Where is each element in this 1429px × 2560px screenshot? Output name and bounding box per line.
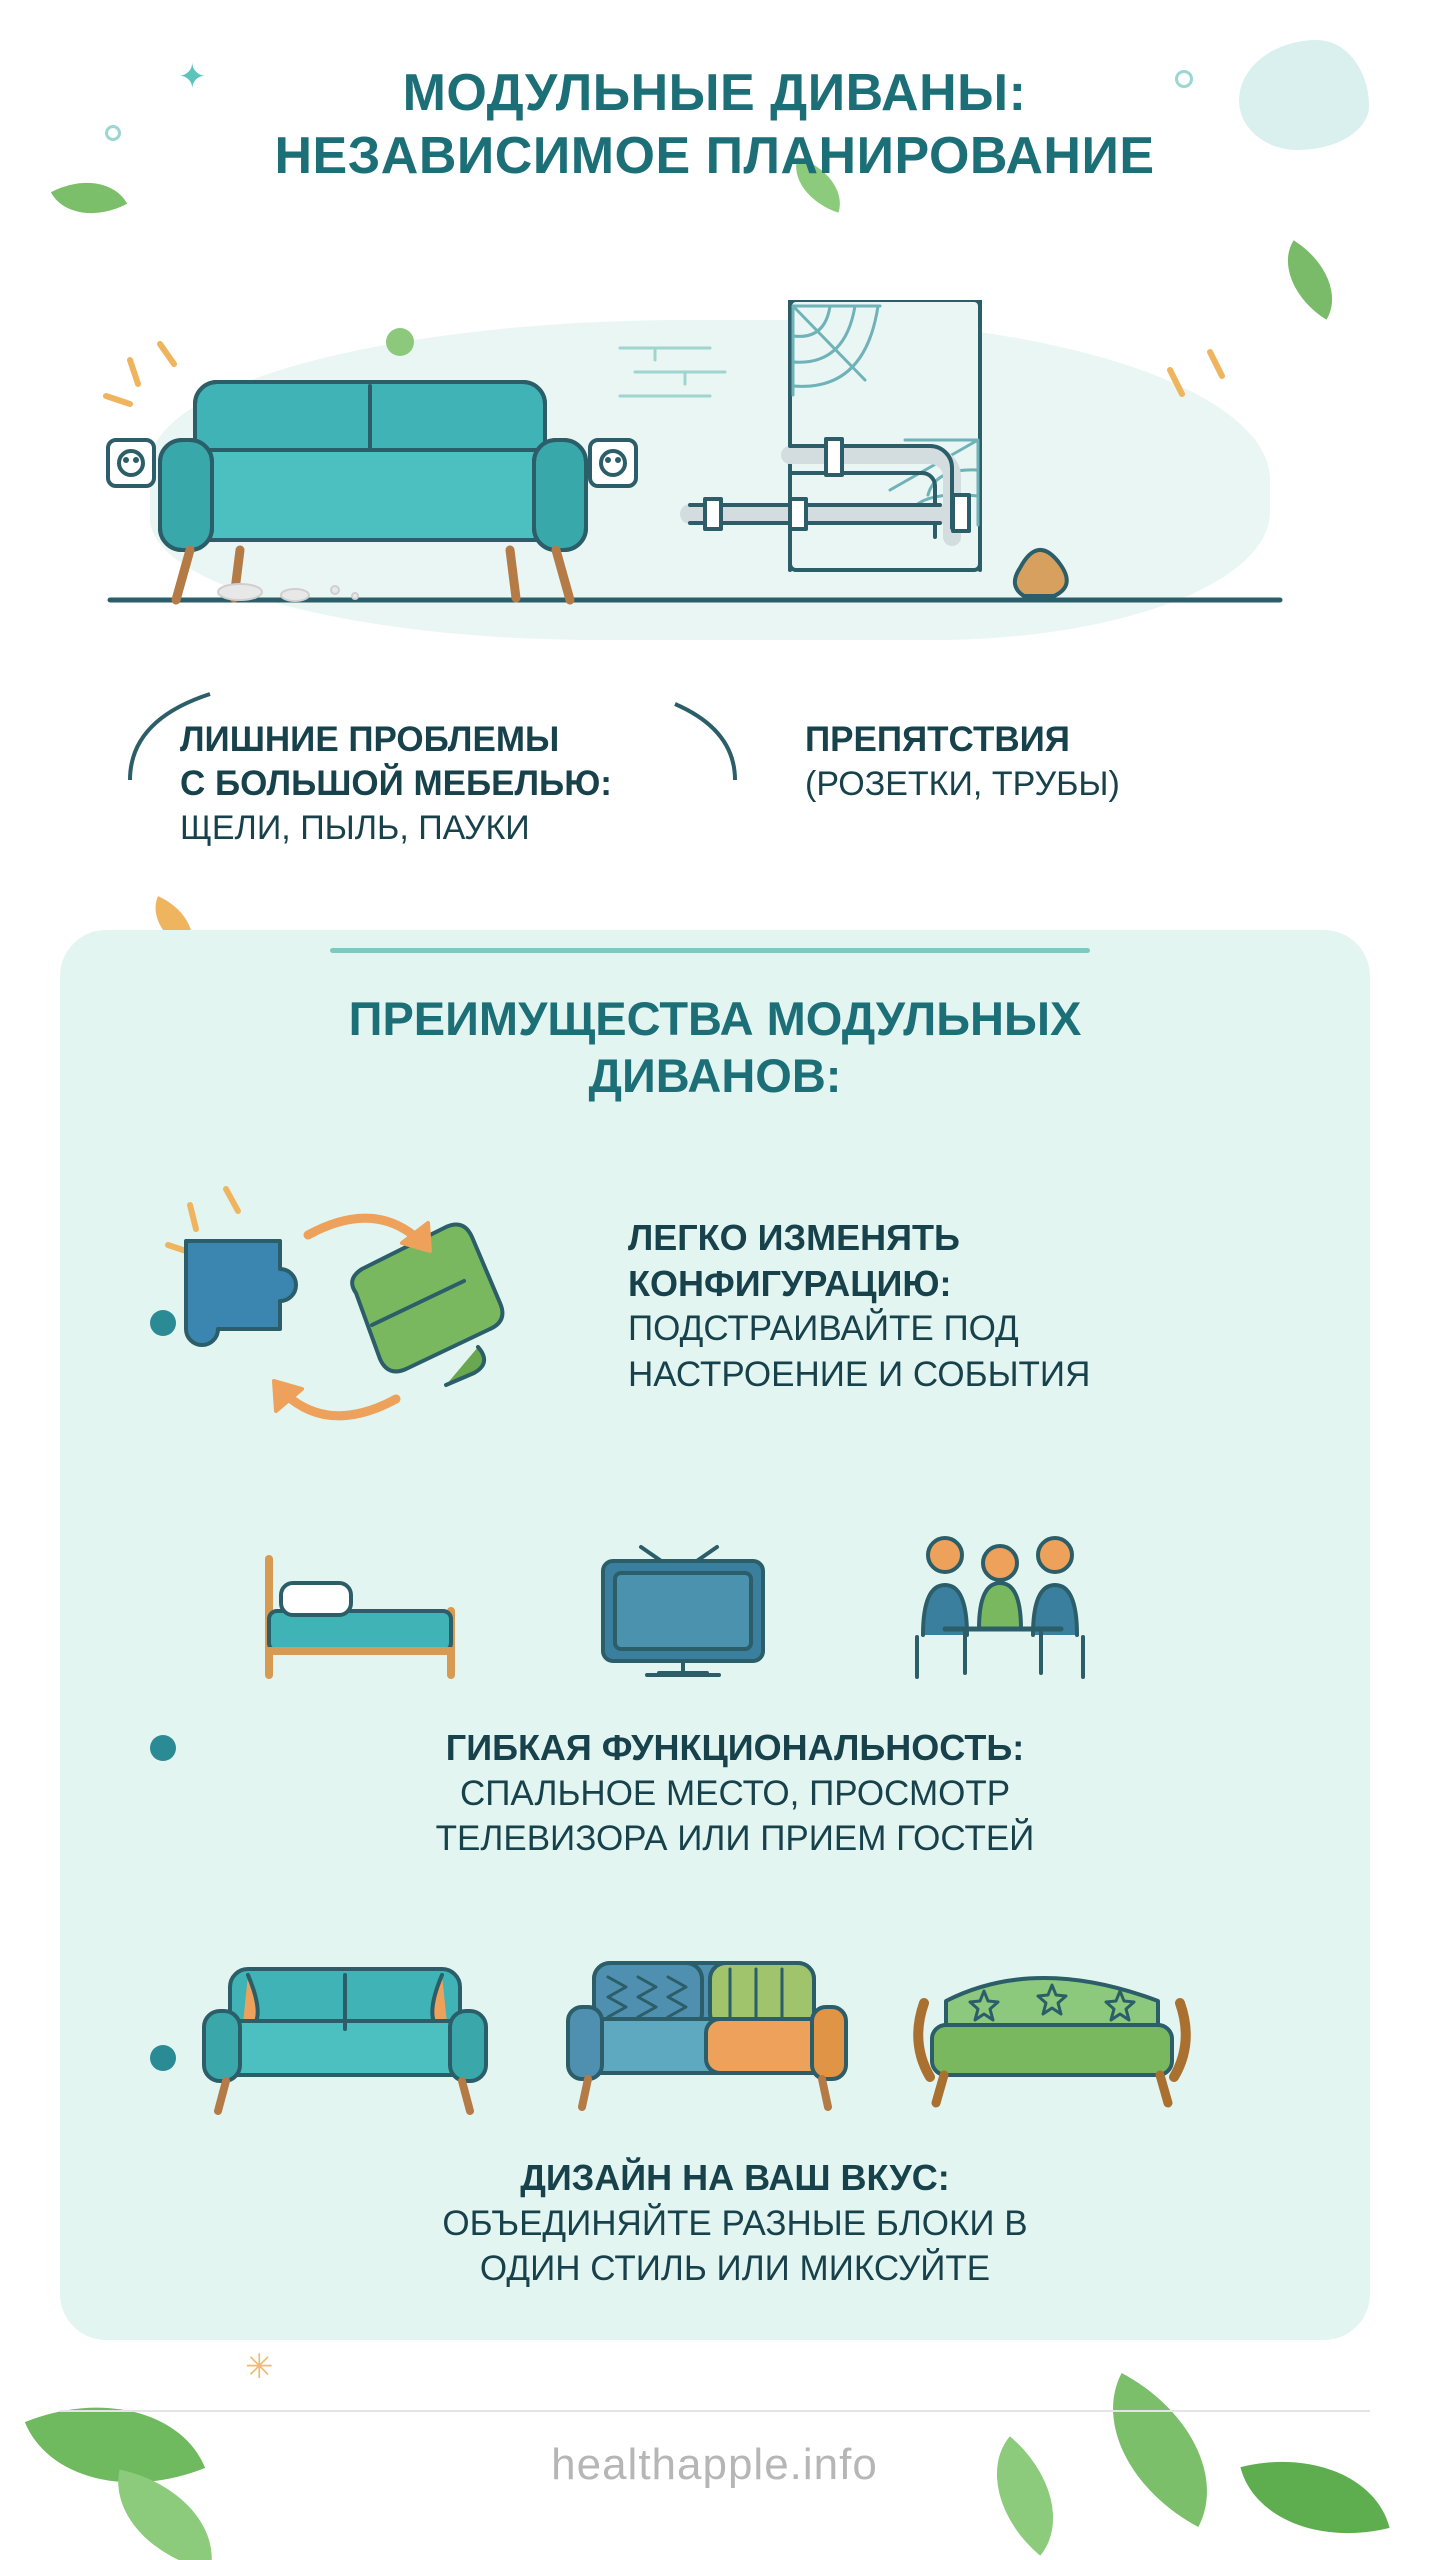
- benefit-3-sub-2: ОДИН СТИЛЬ ИЛИ МИКСУЙТЕ: [479, 2249, 991, 2289]
- sparkle-icon: ✦: [178, 58, 207, 96]
- callout-left-heading-1: ЛИШНИЕ ПРОБЛЕМЫ: [180, 720, 560, 759]
- benefit-3-text: [160, 2155, 1310, 2292]
- benefit-1-icons: [160, 1175, 580, 1445]
- benefit-3-sub-1: ОБЪЕДИНЯЙТЕ РАЗНЫЕ БЛОКИ В: [442, 2203, 1028, 2243]
- sparkle-icon: ✳: [245, 2348, 274, 2386]
- page-title: [0, 58, 1429, 189]
- page-title-line2: НЕЗАВИСИМОЕ ПЛАНИРОВАНИЕ: [274, 127, 1155, 186]
- callout-left-heading-2: С БОЛЬШОЙ МЕБЕЛЬЮ:: [180, 763, 612, 803]
- benefit-1-heading-1: ЛЕГКО ИЗМЕНЯТЬ: [628, 1217, 960, 1258]
- benefit-2-sub-1: СПАЛЬНОЕ МЕСТО, ПРОСМОТР: [459, 1773, 1011, 1813]
- callout-right-subtext: (РОЗЕТКИ, ТРУБЫ): [805, 764, 1120, 803]
- panel-divider: [330, 948, 1090, 953]
- callout-right: [805, 718, 1325, 806]
- benefit-2-heading-1: ГИБКАЯ ФУНКЦИОНАЛЬНОСТЬ:: [445, 1727, 1025, 1768]
- page-title-line1: МОДУЛЬНЫЕ ДИВАНЫ:: [402, 64, 1027, 122]
- benefit-3-icons: [190, 1945, 1270, 2135]
- scene-svg: [90, 300, 1340, 700]
- benefits-title-line2: ДИВАНОВ:: [588, 1049, 842, 1103]
- footer-divider: [60, 2410, 1370, 2412]
- benefit-3-heading-1: ДИЗАЙН НА ВАШ ВКУС:: [520, 2157, 950, 2198]
- benefits-panel-title: [110, 990, 1320, 1105]
- callout-right-heading-1: ПРЕПЯТСТВИЯ: [805, 720, 1070, 759]
- benefit-1-sub-1: ПОДСТРАИВАЙТЕ ПОД: [628, 1309, 1019, 1349]
- benefit-bullet-dot: [150, 2045, 176, 2071]
- guests-table-icon: [917, 1538, 1083, 1677]
- benefit-2-icons: [255, 1525, 1205, 1705]
- benefit-1-sub-2: НАСТРОЕНИЕ И СОБЫТИЯ: [628, 1354, 1091, 1394]
- sofa-teal-icon: [204, 1969, 486, 2111]
- callout-left-subtext: ЩЕЛИ, ПЫЛЬ, ПАУКИ: [180, 808, 530, 847]
- benefit-2-sub-2: ТЕЛЕВИЗОРА ИЛИ ПРИЕМ ГОСТЕЙ: [435, 1819, 1035, 1859]
- benefits-title-line1: ПРЕИМУЩЕСТВА МОДУЛЬНЫХ: [348, 992, 1082, 1045]
- benefit-1-text: [628, 1215, 1318, 1397]
- tv-icon: [603, 1547, 763, 1675]
- callout-left: [180, 718, 740, 850]
- sofa-patterned-icon: [568, 1963, 846, 2107]
- sofa-green-icon: [918, 1978, 1186, 2103]
- puzzle-piece-icon: [186, 1241, 296, 1345]
- benefit-bullet-dot: [150, 1735, 176, 1761]
- benefit-bullet-dot: [150, 1310, 176, 1336]
- footer-site: healthapple.info: [551, 2440, 878, 2489]
- benefit-2-text: [160, 1725, 1310, 1862]
- room-scene-illustration: [90, 300, 1340, 700]
- bed-icon: [269, 1559, 451, 1675]
- benefit-1-heading-2: КОНФИГУРАЦИЮ:: [628, 1262, 952, 1304]
